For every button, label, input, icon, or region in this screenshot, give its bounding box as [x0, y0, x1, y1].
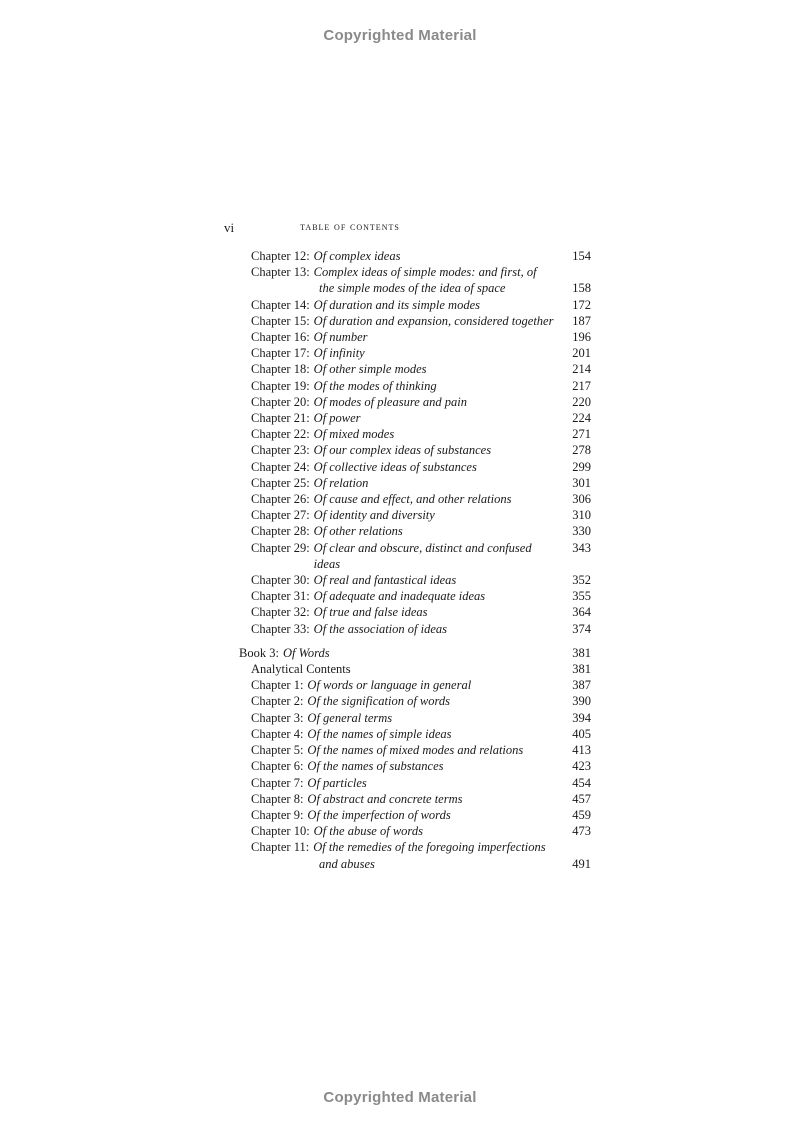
chapter-label: Chapter 26:	[251, 492, 310, 507]
chapter-title: Of identity and diversity	[313, 508, 435, 523]
chapter-title: Of cause and effect, and other relations	[313, 492, 512, 507]
chapter-label: Chapter 13:	[251, 265, 310, 280]
toc-entry	[251, 742, 591, 758]
toc-entry	[251, 426, 591, 442]
book2-chapter-list	[251, 248, 591, 637]
chapter-title: Of duration and its simple modes	[313, 297, 480, 312]
page-ref: 224	[572, 411, 591, 426]
chapter-title: Of complex ideas	[313, 249, 401, 263]
toc-entry	[251, 839, 591, 855]
page-ref: 405	[572, 726, 591, 741]
chapter-label: Chapter 27:	[251, 508, 310, 523]
page-ref: 352	[572, 573, 591, 588]
toc-entry	[251, 523, 591, 539]
chapter-title: Of general terms	[307, 710, 393, 725]
page-ref: 387	[572, 678, 591, 693]
toc-entry	[251, 313, 591, 329]
toc-entry	[251, 297, 591, 313]
page-ref: 394	[572, 710, 591, 725]
toc-entry	[251, 491, 591, 507]
chapter-title: Of particles	[307, 775, 367, 790]
chapter-label: Chapter 21:	[251, 411, 310, 426]
chapter-title: Of infinity	[313, 346, 365, 361]
chapter-title: Of adequate and inadequate ideas	[313, 589, 486, 604]
page-ref: 364	[572, 605, 591, 620]
page-ref: 381	[572, 645, 591, 660]
chapter-title: Of other relations	[313, 524, 403, 539]
book3-chapter-list	[251, 677, 591, 871]
chapter-title: Of power	[313, 411, 361, 426]
page-ref: 413	[572, 743, 591, 758]
chapter-label: Chapter 24:	[251, 459, 310, 474]
chapter-title-continuation: and abuses	[319, 856, 375, 871]
chapter-title: Of our complex ideas of substances	[313, 443, 492, 458]
chapter-label: Chapter 5:	[251, 743, 304, 758]
page-ref: 271	[572, 427, 591, 442]
chapter-label: Chapter 11:	[251, 840, 310, 855]
toc-entry	[251, 361, 591, 377]
analytical-contents-row	[251, 661, 591, 677]
chapter-title: Of true and false ideas	[313, 605, 428, 620]
toc-entry	[251, 677, 591, 693]
chapter-label: Chapter 3:	[251, 710, 304, 725]
page-number: vi	[224, 220, 235, 235]
page-ref: 217	[572, 378, 591, 393]
chapter-label: Chapter 31:	[251, 589, 310, 604]
chapter-label: Chapter 30:	[251, 573, 310, 588]
toc-entry	[251, 726, 591, 742]
analytical-contents-label: Analytical Contents	[251, 662, 351, 677]
chapter-title: Of abstract and concrete terms	[307, 791, 463, 806]
page-ref: 278	[572, 443, 591, 458]
page-ref: 390	[572, 694, 591, 709]
chapter-label: Chapter 7:	[251, 775, 304, 790]
chapter-label: Chapter 18:	[251, 362, 310, 377]
book3-heading-row	[239, 645, 591, 661]
page-ref: 301	[572, 475, 591, 490]
copyright-watermark-top: Copyrighted Material	[323, 27, 477, 44]
book-title: Of Words	[282, 645, 330, 660]
page-ref: 299	[572, 459, 591, 474]
toc-entry	[251, 475, 591, 491]
toc-entry	[251, 758, 591, 774]
toc-entry	[251, 507, 591, 523]
toc-entry	[251, 775, 591, 791]
chapter-title-continuation: the simple modes of the idea of space	[319, 281, 506, 296]
chapter-title: Of the names of mixed modes and relations	[307, 743, 524, 758]
page-ref: 201	[572, 346, 591, 361]
toc-entry	[251, 823, 591, 839]
chapter-title: Of the association of ideas	[313, 621, 447, 636]
page-ref: 158	[572, 281, 591, 296]
chapter-label: Chapter 14:	[251, 297, 310, 312]
running-head: table of contents	[300, 221, 400, 233]
toc-entry	[251, 345, 591, 361]
chapter-title: Of duration and expansion, considered together	[313, 313, 554, 328]
toc-entry	[251, 588, 591, 604]
chapter-title: Of the remedies of the foregoing imperfections	[313, 840, 546, 855]
toc-entry	[251, 329, 591, 345]
toc-entry	[251, 604, 591, 620]
page-ref: 381	[572, 662, 591, 677]
chapter-label: Chapter 4:	[251, 726, 304, 741]
chapter-label: Chapter 8:	[251, 791, 304, 806]
chapter-title: Of the names of substances	[307, 759, 444, 774]
page-ref: 459	[572, 807, 591, 822]
chapter-title: Of the imperfection of words	[307, 807, 451, 822]
chapter-title: Of the abuse of words	[313, 824, 423, 839]
page-ref: 172	[572, 297, 591, 312]
chapter-title: Of relation	[313, 475, 369, 490]
page-ref: 491	[572, 856, 591, 871]
page-ref: 196	[572, 330, 591, 345]
toc-entry	[251, 442, 591, 458]
toc-entry	[251, 791, 591, 807]
chapter-title: Of the modes of thinking	[313, 378, 437, 393]
chapter-title: Complex ideas of simple modes: and first, of	[313, 265, 537, 280]
toc-entry	[251, 264, 591, 280]
page-ref: 454	[572, 775, 591, 790]
chapter-label: Chapter 32:	[251, 605, 310, 620]
chapter-label: Chapter 6:	[251, 759, 304, 774]
toc-entry	[251, 459, 591, 475]
chapter-title: Of collective ideas of substances	[313, 459, 477, 474]
toc-entry	[251, 807, 591, 823]
page-ref: 306	[572, 492, 591, 507]
chapter-title: Of other simple modes	[313, 362, 427, 377]
toc-entry	[251, 621, 591, 637]
toc-entry	[251, 394, 591, 410]
book-label: Book 3:	[239, 645, 279, 660]
page-ref: 374	[572, 621, 591, 636]
toc-entry	[251, 572, 591, 588]
chapter-label: Chapter 2:	[251, 694, 304, 709]
toc-entry	[251, 693, 591, 709]
chapter-title: Of words or language in general	[307, 678, 472, 693]
page-ref: 423	[572, 759, 591, 774]
chapter-label: Chapter 10:	[251, 824, 310, 839]
chapter-title: Of mixed modes	[313, 427, 395, 442]
chapter-label: Chapter 28:	[251, 524, 310, 539]
toc-entry-continuation	[251, 280, 591, 296]
chapter-label: Chapter 22:	[251, 427, 310, 442]
chapter-title: Of the names of simple ideas	[307, 726, 452, 741]
table-of-contents	[239, 248, 591, 872]
page-ref: 214	[572, 362, 591, 377]
page-ref: 330	[572, 524, 591, 539]
toc-entry-continuation	[251, 856, 591, 872]
chapter-title: Of number	[313, 330, 368, 345]
page-ref: 343	[572, 540, 591, 555]
toc-entry	[251, 248, 591, 264]
chapter-title: Of the signification of words	[307, 694, 451, 709]
page-ref: 220	[572, 394, 591, 409]
toc-entry	[251, 540, 591, 572]
copyright-watermark-bottom: Copyrighted Material	[323, 1089, 477, 1106]
chapter-label: Chapter 33:	[251, 621, 310, 636]
page-ref: 355	[572, 589, 591, 604]
chapter-label: Chapter 9:	[251, 807, 304, 822]
chapter-label: Chapter 25:	[251, 475, 310, 490]
page-ref: 154	[572, 249, 591, 263]
chapter-label: Chapter 23:	[251, 443, 310, 458]
chapter-title: Of modes of pleasure and pain	[313, 394, 468, 409]
chapter-title: Of clear and obscure, distinct and confused ideas	[313, 540, 532, 571]
chapter-label: Chapter 19:	[251, 378, 310, 393]
chapter-label: Chapter 1:	[251, 678, 304, 693]
toc-entry	[251, 410, 591, 426]
chapter-label: Chapter 20:	[251, 394, 310, 409]
page-ref: 457	[572, 791, 591, 806]
chapter-label: Chapter 29:	[251, 540, 310, 555]
chapter-label: Chapter 15:	[251, 313, 310, 328]
chapter-label: Chapter 17:	[251, 346, 310, 361]
chapter-title: Of real and fantastical ideas	[313, 573, 457, 588]
chapter-label: Chapter 16:	[251, 330, 310, 345]
page-ref: 187	[572, 313, 591, 328]
page-ref: 473	[572, 824, 591, 839]
toc-entry	[251, 378, 591, 394]
page-ref: 310	[572, 508, 591, 523]
toc-entry	[251, 710, 591, 726]
chapter-label: Chapter 12:	[251, 249, 310, 263]
